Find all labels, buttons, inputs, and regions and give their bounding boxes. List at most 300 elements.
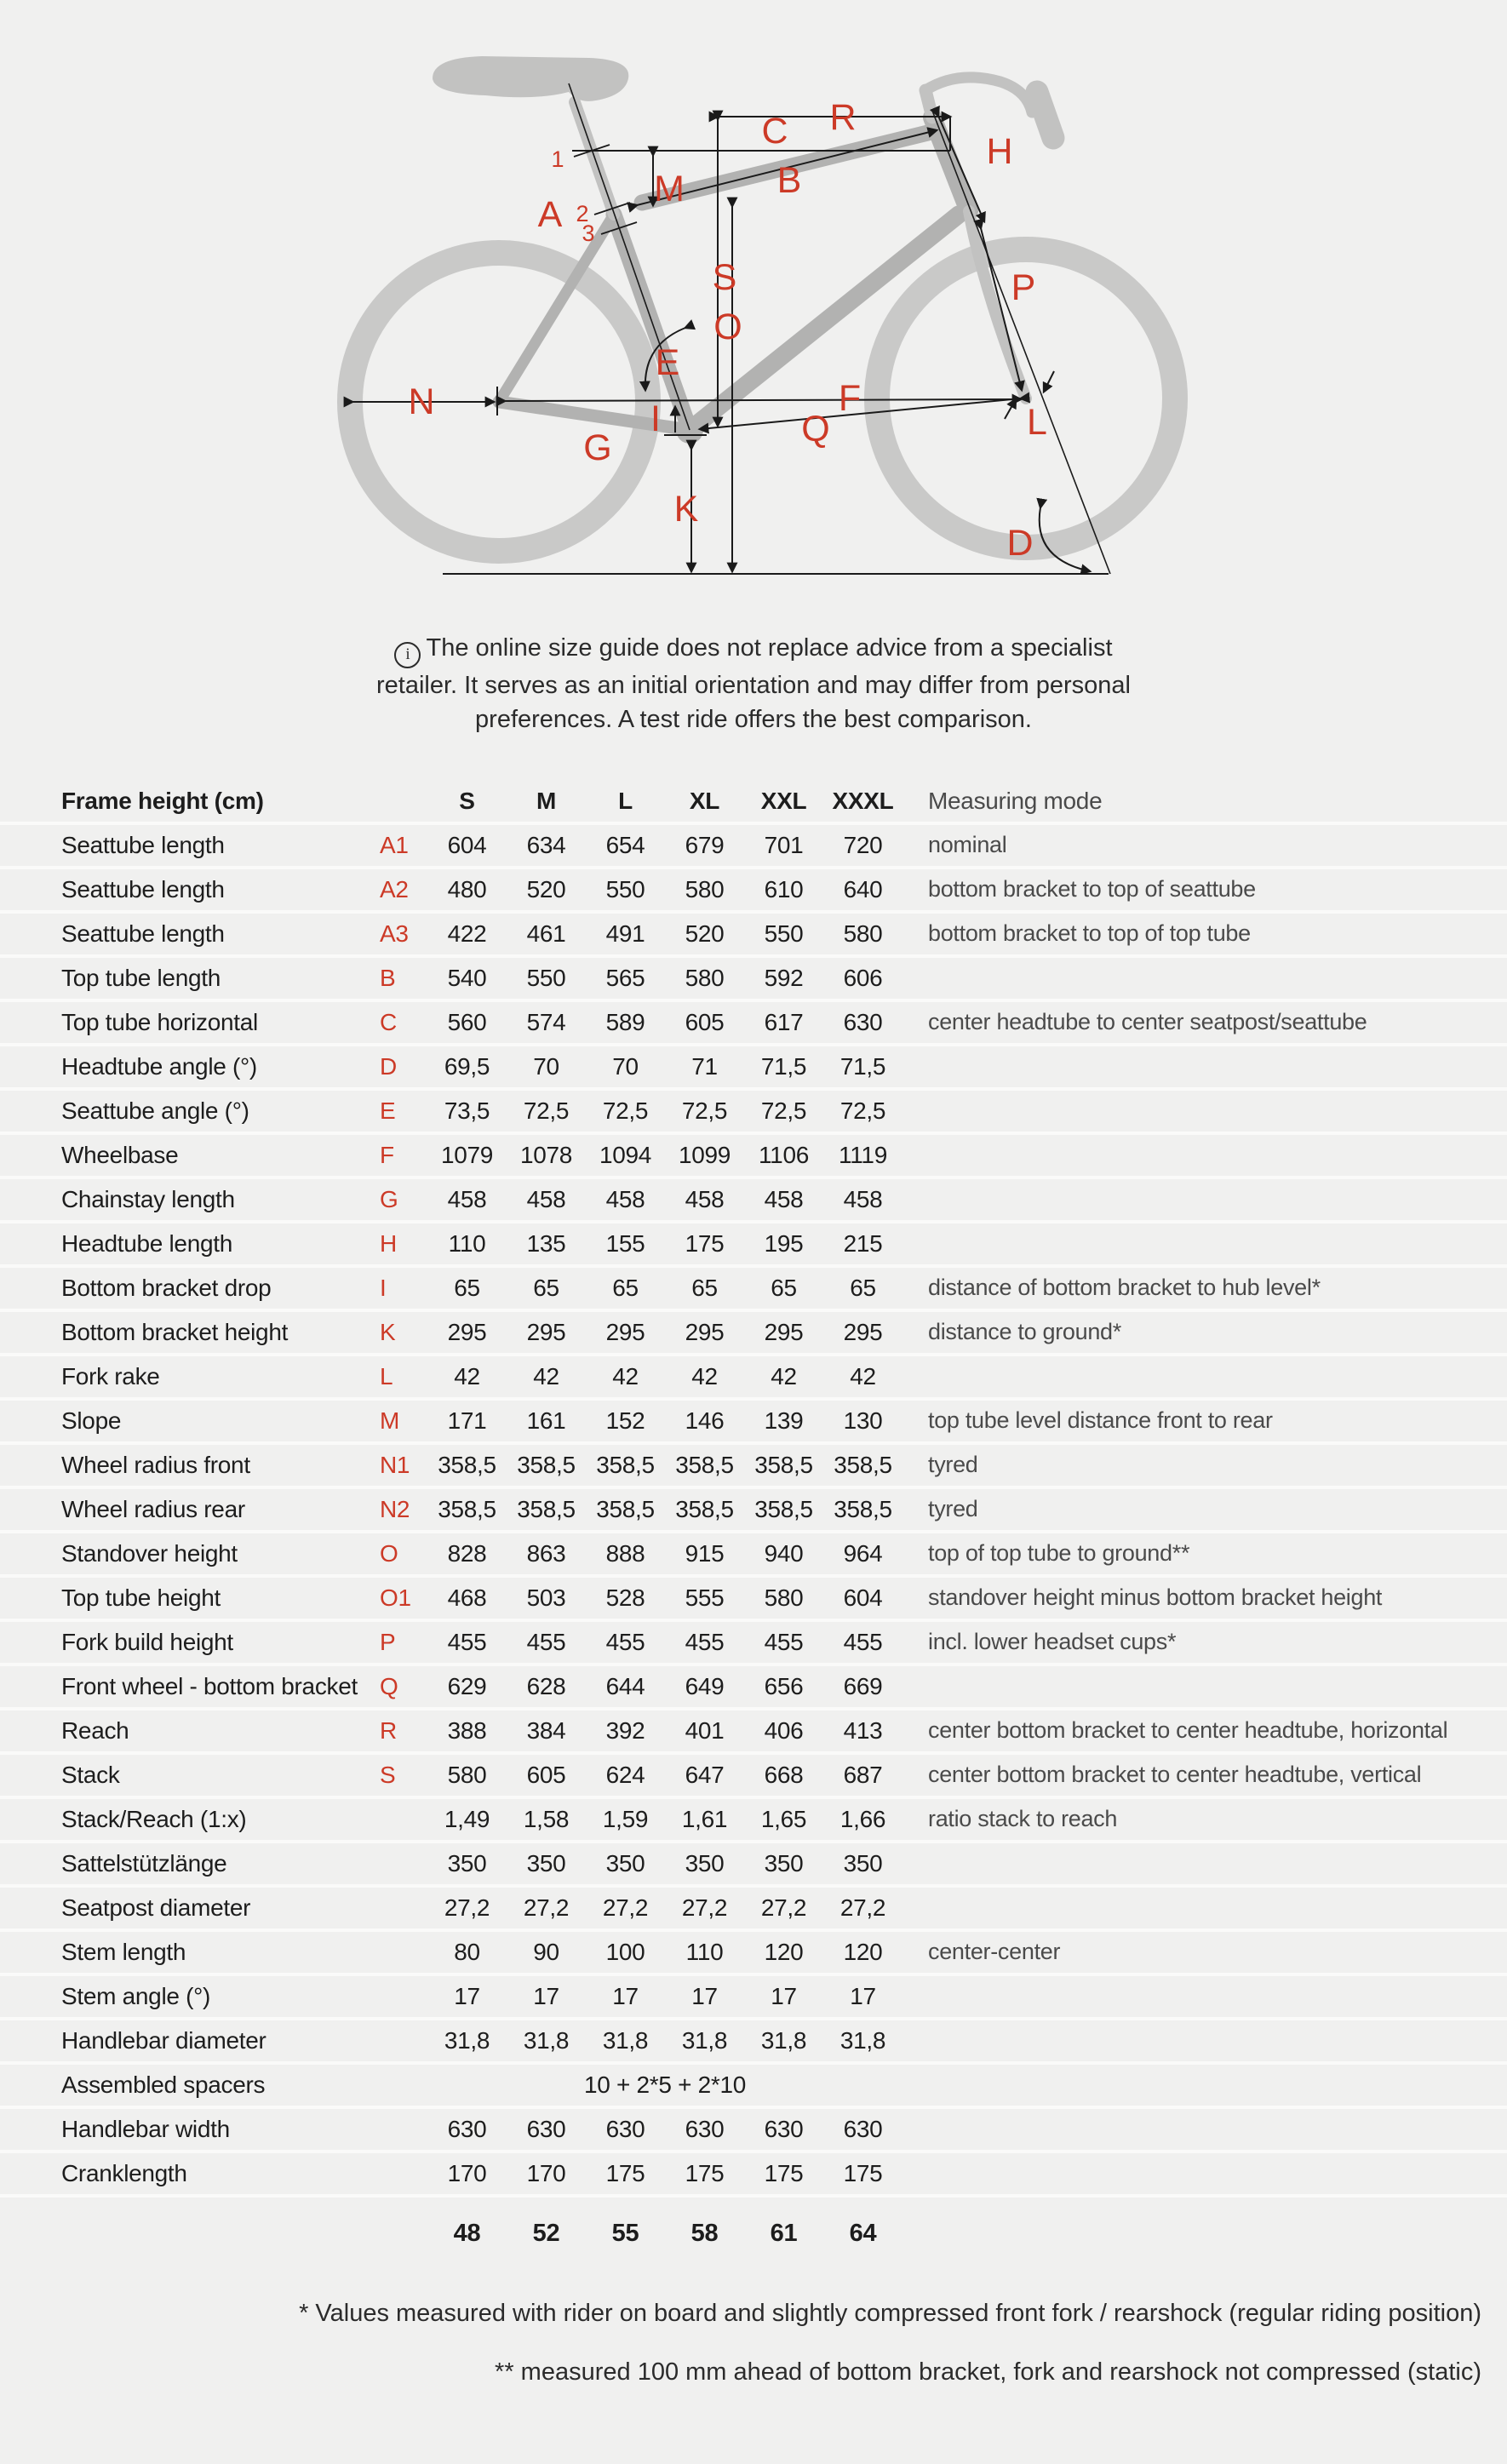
row-value: 350 — [605, 1849, 645, 1877]
row-value: 350 — [764, 1849, 804, 1877]
row-value: 27,2 — [602, 1894, 649, 1921]
row-value: 915 — [685, 1539, 725, 1567]
row-value: 17 — [533, 1982, 559, 2009]
label-tick-1: 1 — [551, 146, 564, 172]
size-guide-page — [0, 34, 1507, 2464]
row-label: Cranklength — [61, 2159, 187, 2186]
size-column-header: M — [536, 787, 557, 814]
row-measuring-mode: center bottom bracket to center headtube, horizontal — [928, 1717, 1448, 1743]
row-value: 1,65 — [760, 1805, 807, 1832]
row-value: 72,5 — [681, 1097, 728, 1124]
table-row — [0, 1401, 1507, 1445]
row-value: 640 — [843, 875, 883, 903]
row-label: Front wheel - bottom bracket — [61, 1672, 358, 1699]
row-value: 175 — [605, 2159, 645, 2186]
row-value: 71 — [691, 1052, 718, 1080]
row-value: 461 — [526, 920, 566, 947]
row-value: 964 — [843, 1539, 883, 1567]
bike-diagram-svg — [298, 34, 1209, 605]
row-value: 644 — [605, 1672, 645, 1699]
row-value: 940 — [764, 1539, 804, 1567]
table-row — [0, 1976, 1507, 2020]
row-label: Headtube length — [61, 1229, 233, 1257]
row-value: 175 — [685, 2159, 725, 2186]
row-letter: P — [380, 1628, 396, 1655]
row-measuring-mode: nominal — [928, 832, 1007, 857]
row-value: 42 — [850, 1362, 876, 1390]
row-measuring-mode: bottom bracket to top of top tube — [928, 920, 1251, 946]
row-letter: A3 — [380, 920, 409, 947]
row-value: 27,2 — [839, 1894, 886, 1921]
row-value: 1,59 — [602, 1805, 649, 1832]
row-value: 574 — [526, 1008, 566, 1035]
row-value: 458 — [605, 1185, 645, 1212]
row-value: 628 — [526, 1672, 566, 1699]
table-row — [0, 1135, 1507, 1179]
row-value: 17 — [454, 1982, 480, 2009]
table-title: Frame height (cm) — [61, 787, 264, 814]
row-label: Top tube height — [61, 1584, 221, 1611]
row-value: 630 — [685, 2115, 725, 2142]
row-label: Top tube horizontal — [61, 1008, 258, 1035]
row-value: 422 — [447, 920, 487, 947]
table-row — [0, 1046, 1507, 1091]
row-value: 42 — [454, 1362, 480, 1390]
row-value: 170 — [526, 2159, 566, 2186]
label-tick-3: 3 — [582, 221, 595, 246]
row-value: 1,61 — [681, 1805, 728, 1832]
table-row — [0, 1755, 1507, 1799]
row-label: Slope — [61, 1407, 122, 1434]
row-value: 458 — [764, 1185, 804, 1212]
row-value: 1094 — [599, 1141, 652, 1168]
table-row — [0, 1888, 1507, 1932]
row-label: Top tube length — [61, 964, 221, 991]
row-value: 358,5 — [754, 1451, 813, 1478]
row-value: 27,2 — [523, 1894, 570, 1921]
row-measuring-mode: tyred — [928, 1496, 978, 1521]
row-value: 455 — [843, 1628, 883, 1655]
row-letter: N2 — [380, 1495, 410, 1522]
row-value: 458 — [526, 1185, 566, 1212]
row-value: 17 — [691, 1982, 718, 2009]
row-value: 152 — [605, 1407, 645, 1434]
row-letter: K — [380, 1318, 396, 1345]
row-value: 72,5 — [839, 1097, 886, 1124]
table-row — [0, 2153, 1507, 2198]
row-value: 455 — [685, 1628, 725, 1655]
table-row — [0, 2109, 1507, 2153]
row-value: 630 — [526, 2115, 566, 2142]
row-letter: S — [380, 1761, 396, 1788]
table-row — [0, 1268, 1507, 1312]
row-value: 720 — [843, 831, 883, 858]
label-P: P — [1011, 267, 1036, 308]
row-value: 565 — [605, 964, 645, 991]
row-value: 295 — [605, 1318, 645, 1345]
row-value: 295 — [447, 1318, 487, 1345]
row-value: 70 — [533, 1052, 559, 1080]
row-value: 65 — [691, 1274, 718, 1301]
row-value: 555 — [685, 1584, 725, 1611]
row-value: 1,49 — [444, 1805, 490, 1832]
row-measuring-mode: distance of bottom bracket to hub level* — [928, 1275, 1321, 1300]
row-value: 580 — [843, 920, 883, 947]
row-value: 139 — [764, 1407, 804, 1434]
row-value: 42 — [771, 1362, 797, 1390]
row-value: 687 — [843, 1761, 883, 1788]
row-value: 701 — [764, 831, 804, 858]
label-F: F — [838, 378, 862, 419]
row-value: 31,8 — [523, 2026, 570, 2054]
row-label: Handlebar width — [61, 2115, 230, 2142]
table-row — [0, 1666, 1507, 1710]
notice-text: The online size guide does not replace advice from a specialist retailer. It serves as an initial orientation and may differ from personal preferences. A test ride offers the best comparison. — [375, 634, 1131, 733]
row-value: 606 — [843, 964, 883, 991]
row-value: 388 — [447, 1716, 487, 1744]
row-value: 630 — [843, 2115, 883, 2142]
row-value: 580 — [685, 964, 725, 991]
row-value: 350 — [447, 1849, 487, 1877]
row-value: 455 — [605, 1628, 645, 1655]
label-N: N — [408, 381, 435, 422]
row-measuring-mode: top tube level distance front to rear — [928, 1407, 1273, 1433]
row-value: 358,5 — [596, 1495, 655, 1522]
row-value: 649 — [685, 1672, 725, 1699]
row-value: 580 — [685, 875, 725, 903]
row-value: 455 — [764, 1628, 804, 1655]
size-column-header: L — [618, 787, 633, 814]
table-row — [0, 1223, 1507, 1268]
row-value: 295 — [843, 1318, 883, 1345]
row-value: 560 — [447, 1008, 487, 1035]
row-value: 42 — [612, 1362, 639, 1390]
info-icon: i — [394, 642, 421, 668]
row-value: 668 — [764, 1761, 804, 1788]
row-label: Wheelbase — [61, 1141, 179, 1168]
summary-value: 52 — [532, 2220, 560, 2247]
row-value: 31,8 — [444, 2026, 490, 2054]
row-measuring-mode: center headtube to center seatpost/seattube — [928, 1009, 1367, 1034]
row-letter: M — [380, 1407, 400, 1434]
row-value: 654 — [605, 831, 645, 858]
table-row — [0, 2065, 1507, 2109]
row-letter: Q — [380, 1672, 398, 1699]
row-label: Assembled spacers — [61, 2071, 266, 2098]
row-value: 605 — [526, 1761, 566, 1788]
row-value: 630 — [605, 2115, 645, 2142]
row-value: 480 — [447, 875, 487, 903]
label-H: H — [986, 131, 1013, 172]
row-label: Seattube length — [61, 831, 225, 858]
row-value: 358,5 — [517, 1451, 576, 1478]
table-row — [0, 1533, 1507, 1578]
row-measuring-mode: distance to ground* — [928, 1319, 1121, 1344]
label-tick-2: 2 — [576, 201, 589, 226]
row-label: Stack — [61, 1761, 120, 1788]
footnotes — [0, 2300, 1481, 2387]
size-column-header: XXXL — [832, 787, 894, 814]
row-value: 550 — [605, 875, 645, 903]
label-R: R — [829, 97, 857, 138]
row-label: Wheel radius front — [61, 1451, 250, 1478]
row-value: 384 — [526, 1716, 566, 1744]
table-row — [0, 914, 1507, 958]
row-label: Seattube angle (°) — [61, 1097, 249, 1124]
row-value: 617 — [764, 1008, 804, 1035]
row-value: 358,5 — [675, 1451, 734, 1478]
row-value: 358,5 — [834, 1451, 892, 1478]
row-value: 503 — [526, 1584, 566, 1611]
row-measuring-mode: bottom bracket to top of seattube — [928, 876, 1256, 902]
row-value: 70 — [612, 1052, 639, 1080]
row-value: 161 — [526, 1407, 566, 1434]
row-span-value: 10 + 2*5 + 2*10 — [583, 2071, 747, 2098]
row-label: Seatpost diameter — [61, 1894, 251, 1921]
row-value: 42 — [533, 1362, 559, 1390]
row-label: Seattube length — [61, 920, 225, 947]
row-measuring-mode: tyred — [928, 1452, 978, 1477]
row-label: Chainstay length — [61, 1185, 235, 1212]
row-measuring-mode: top of top tube to ground** — [928, 1540, 1190, 1566]
row-value: 1119 — [839, 1141, 887, 1168]
row-measuring-mode: center bottom bracket to center headtube, vertical — [928, 1762, 1422, 1787]
summary-value: 58 — [690, 2220, 719, 2247]
row-letter: E — [380, 1097, 396, 1124]
row-label: Wheel radius rear — [61, 1495, 245, 1522]
row-value: 31,8 — [681, 2026, 728, 2054]
table-row — [0, 825, 1507, 869]
row-value: 358,5 — [675, 1495, 734, 1522]
row-value: 65 — [612, 1274, 639, 1301]
table-row — [0, 1445, 1507, 1489]
row-value: 27,2 — [444, 1894, 490, 1921]
row-value: 540 — [447, 964, 487, 991]
label-O: O — [713, 307, 742, 347]
row-value: 455 — [447, 1628, 487, 1655]
row-value: 146 — [685, 1407, 725, 1434]
row-label: Stack/Reach (1:x) — [61, 1805, 247, 1832]
row-value: 520 — [685, 920, 725, 947]
row-value: 528 — [605, 1584, 645, 1611]
row-value: 17 — [850, 1982, 876, 2009]
row-label: Sattelstützlänge — [61, 1849, 227, 1877]
row-value: 358,5 — [834, 1495, 892, 1522]
summary-value: 55 — [611, 2220, 639, 2247]
row-value: 592 — [764, 964, 804, 991]
table-row — [0, 1489, 1507, 1533]
row-letter: G — [380, 1185, 398, 1212]
row-value: 1,58 — [523, 1805, 570, 1832]
row-value: 17 — [612, 1982, 639, 2009]
summary-value: 61 — [770, 2220, 798, 2247]
label-C: C — [761, 111, 788, 152]
row-value: 455 — [526, 1628, 566, 1655]
row-label: Fork build height — [61, 1628, 233, 1655]
row-label: Stem angle (°) — [61, 1982, 211, 2009]
row-value: 110 — [448, 1229, 486, 1257]
row-value: 120 — [843, 1938, 883, 1965]
size-guide-notice — [358, 631, 1149, 736]
row-value: 550 — [526, 964, 566, 991]
row-value: 1099 — [678, 1141, 731, 1168]
label-I: I — [650, 398, 661, 439]
row-value: 170 — [447, 2159, 487, 2186]
saddle — [433, 56, 628, 101]
size-column-header: XXL — [760, 787, 807, 814]
label-Q: Q — [801, 409, 830, 450]
row-value: 175 — [685, 1229, 725, 1257]
row-letter: A2 — [380, 875, 409, 903]
row-label: Bottom bracket height — [61, 1318, 289, 1345]
table-row — [0, 958, 1507, 1002]
frame-size-summary-row — [0, 2208, 1507, 2261]
row-value: 679 — [685, 831, 725, 858]
row-measuring-mode: ratio stack to reach — [928, 1806, 1118, 1831]
table-row — [0, 1179, 1507, 1223]
row-value: 630 — [447, 2115, 487, 2142]
row-letter: A1 — [380, 831, 409, 858]
table-row — [0, 1622, 1507, 1666]
label-S: S — [712, 257, 737, 298]
row-value: 17 — [771, 1982, 797, 2009]
row-label: Standover height — [61, 1539, 238, 1567]
row-value: 31,8 — [760, 2026, 807, 2054]
table-header-row — [0, 781, 1507, 825]
row-value: 634 — [526, 831, 566, 858]
row-value: 458 — [843, 1185, 883, 1212]
row-value: 401 — [685, 1716, 725, 1744]
row-value: 27,2 — [681, 1894, 728, 1921]
size-column-header: XL — [689, 787, 720, 814]
row-value: 580 — [447, 1761, 487, 1788]
row-letter: O1 — [380, 1584, 411, 1611]
footnote-double-asterisk: ** measured 100 mm ahead of bottom bracket, fork and rearshock not compressed (static) — [495, 2358, 1481, 2386]
geometry-table — [0, 781, 1507, 2261]
measuring-mode-header: Measuring mode — [928, 787, 1103, 814]
row-letter: L — [380, 1362, 393, 1390]
row-value: 65 — [454, 1274, 480, 1301]
row-value: 135 — [526, 1229, 566, 1257]
size-column-header: S — [459, 787, 475, 814]
row-value: 610 — [764, 875, 804, 903]
row-label: Fork rake — [61, 1362, 160, 1390]
row-value: 1078 — [519, 1141, 573, 1168]
label-G: G — [583, 427, 612, 468]
row-label: Headtube angle (°) — [61, 1052, 257, 1080]
row-value: 669 — [843, 1672, 883, 1699]
row-value: 580 — [764, 1584, 804, 1611]
row-value: 175 — [764, 2159, 804, 2186]
table-row — [0, 2020, 1507, 2065]
row-value: 110 — [685, 1938, 724, 1965]
label-B: B — [776, 160, 802, 201]
table-row — [0, 1091, 1507, 1135]
table-row — [0, 1312, 1507, 1356]
row-value: 630 — [843, 1008, 883, 1035]
row-value: 458 — [447, 1185, 487, 1212]
row-value: 175 — [843, 2159, 883, 2186]
row-value: 413 — [843, 1716, 883, 1744]
row-value: 629 — [447, 1672, 487, 1699]
row-value: 130 — [843, 1407, 883, 1434]
row-value: 65 — [850, 1274, 876, 1301]
row-value: 73,5 — [444, 1097, 490, 1124]
row-value: 888 — [605, 1539, 645, 1567]
table-row — [0, 1002, 1507, 1046]
row-value: 65 — [771, 1274, 797, 1301]
label-L: L — [1027, 402, 1047, 443]
row-measuring-mode: standover height minus bottom bracket height — [928, 1584, 1383, 1610]
row-value: 647 — [685, 1761, 725, 1788]
row-value: 392 — [605, 1716, 645, 1744]
label-A: A — [537, 194, 563, 235]
label-K: K — [673, 489, 699, 530]
row-value: 604 — [843, 1584, 883, 1611]
row-value: 550 — [764, 920, 804, 947]
row-value: 27,2 — [760, 1894, 807, 1921]
row-value: 1079 — [440, 1141, 494, 1168]
row-value: 65 — [533, 1274, 559, 1301]
row-value: 358,5 — [596, 1451, 655, 1478]
row-value: 1106 — [758, 1141, 809, 1168]
row-letter: O — [380, 1539, 398, 1567]
row-letter: R — [380, 1716, 397, 1744]
row-letter: I — [380, 1274, 387, 1301]
row-value: 520 — [526, 875, 566, 903]
row-value: 171 — [447, 1407, 487, 1434]
footnote-single-asterisk: * Values measured with rider on board and slightly compressed front fork / rearshock (regular riding position) — [299, 2299, 1481, 2327]
row-value: 491 — [605, 920, 645, 947]
row-value: 295 — [764, 1318, 804, 1345]
row-value: 863 — [526, 1539, 566, 1567]
row-value: 350 — [685, 1849, 725, 1877]
row-value: 350 — [526, 1849, 566, 1877]
row-label: Handlebar diameter — [61, 2026, 266, 2054]
row-value: 42 — [691, 1362, 718, 1390]
row-value: 72,5 — [523, 1097, 570, 1124]
row-value: 155 — [605, 1229, 645, 1257]
row-value: 72,5 — [602, 1097, 649, 1124]
row-value: 80 — [454, 1938, 480, 1965]
row-value: 1,66 — [839, 1805, 886, 1832]
bike-geometry-diagram — [298, 34, 1209, 609]
row-value: 589 — [605, 1008, 645, 1035]
row-value: 358,5 — [754, 1495, 813, 1522]
row-letter: N1 — [380, 1451, 410, 1478]
table-row — [0, 1578, 1507, 1622]
row-value: 31,8 — [839, 2026, 886, 2054]
row-value: 69,5 — [444, 1052, 490, 1080]
table-row — [0, 1843, 1507, 1888]
row-label: Bottom bracket drop — [61, 1274, 272, 1301]
row-value: 656 — [764, 1672, 804, 1699]
row-value: 195 — [764, 1229, 804, 1257]
row-letter: D — [380, 1052, 397, 1080]
row-value: 605 — [685, 1008, 725, 1035]
row-value: 468 — [447, 1584, 487, 1611]
row-measuring-mode: center-center — [928, 1939, 1061, 1964]
row-value: 828 — [447, 1539, 487, 1567]
row-value: 71,5 — [760, 1052, 807, 1080]
row-value: 630 — [764, 2115, 804, 2142]
row-value: 358,5 — [438, 1451, 496, 1478]
label-D: D — [1006, 523, 1034, 564]
row-value: 215 — [843, 1229, 883, 1257]
row-label: Seattube length — [61, 875, 225, 903]
row-label: Stem length — [61, 1938, 186, 1965]
table-row — [0, 1710, 1507, 1755]
